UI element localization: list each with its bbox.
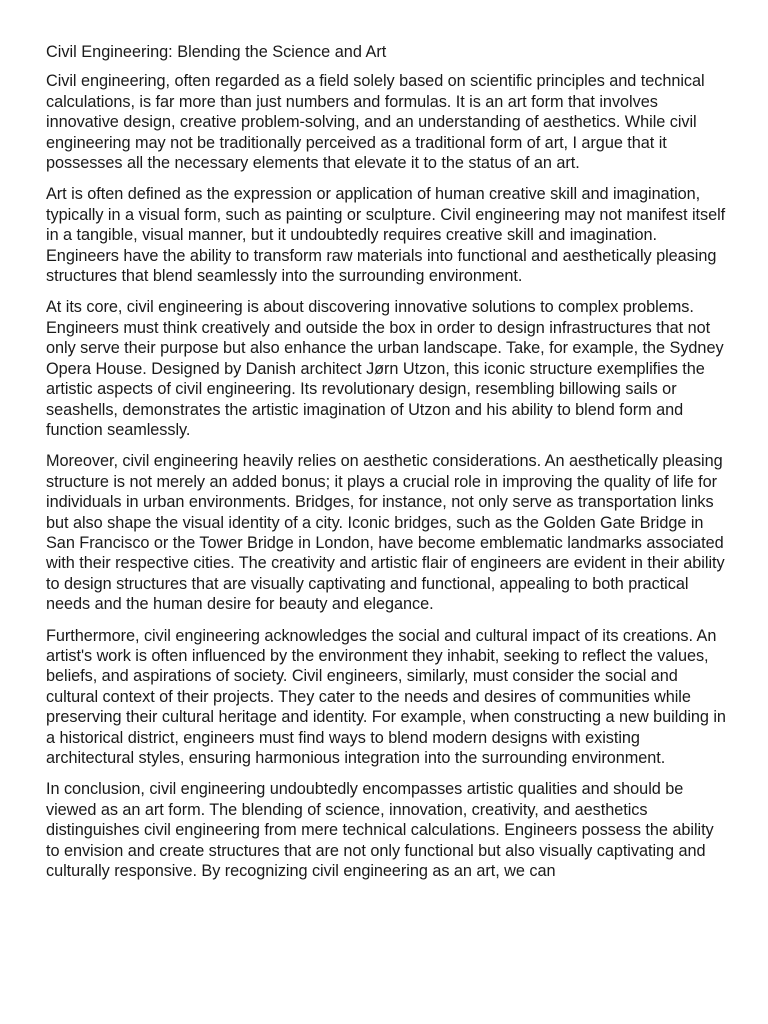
paragraph-conclusion: In conclusion, civil engineering undoubtedly encompasses artistic qualities and should be viewed as an art form. The blending of science, innovation, creativity, and aesthetics distinguishes civil engineering from mere technical calculations. Engineers possess the ability to envision and create structures that are not only functional but also visually captivating and culturally responsive. By recognizing civil engineering as an art, we can (46, 780, 714, 881)
paragraph-intro: Civil engineering, often regarded as a field solely based on scientific principles and technical calculations, is far more than just numbers and formulas. It is an art form that involves innovative design, creative problem-solving, and an understanding of aesthetics. While civil engineering may not be traditionally perceived as a traditional form of art, I argue that it possesses all the necessary elements that elevate it to the status of an art. (46, 72, 705, 173)
paragraph-innovation: At its core, civil engineering is about discovering innovative solutions to complex problems. Engineers must think creatively and outside the box in order to design infrastructures that not only serve their purpose but also enhance the urban landscape. Take, for example, the Sydney Opera House. Designed by Danish architect Jørn Utzon, this iconic structure exemplifies the artistic aspects of civil engineering. Its revolutionary design, resembling billowing sails or seashells, demonstrates the artistic imagination of Utzon and his ability to blend form and function seamlessly. (46, 298, 724, 439)
paragraph-art-definition: Art is often defined as the expression or application of human creative skill and imagination, typically in a visual form, such as painting or sculpture. Civil engineering may not manifest itself in a tangible, visual manner, but it undoubtedly requires creative skill and imagination. Engineers have the ability to transform raw materials into functional and aesthetically pleasing structures that blend seamlessly into the surrounding environment. (46, 185, 726, 286)
document-body (46, 42, 726, 892)
document-title: Civil Engineering: Blending the Science and Art (46, 43, 387, 61)
paragraph-social-cultural: Furthermore, civil engineering acknowledges the social and cultural impact of its creations. An artist's work is often influenced by the environment they inhabit, seeking to reflect the values, beliefs, and aspirations of society. Civil engineers, similarly, must consider the social and cultural context of their projects. They cater to the needs and desires of communities while preserving their cultural heritage and identity. For example, when constructing a new building in a historical district, engineers must find ways to blend modern designs with existing architectural styles, ensuring harmonious integration into the surrounding environment. (46, 626, 726, 767)
paragraph-aesthetics: Moreover, civil engineering heavily relies on aesthetic considerations. An aesthetically pleasing structure is not merely an added bonus; it plays a crucial role in improving the quality of life for individuals in urban environments. Bridges, for instance, not only serve as transportation links but also shape the visual identity of a city. Iconic bridges, such as the Golden Gate Bridge in San Francisco or the Tower Bridge in London, have become emblematic landmarks associated with their respective cities. The creativity and artistic flair of engineers are evident in their ability to design structures that are visually captivating and functional, appealing to both practical needs and the human desire for beauty and elegance. (46, 452, 725, 614)
